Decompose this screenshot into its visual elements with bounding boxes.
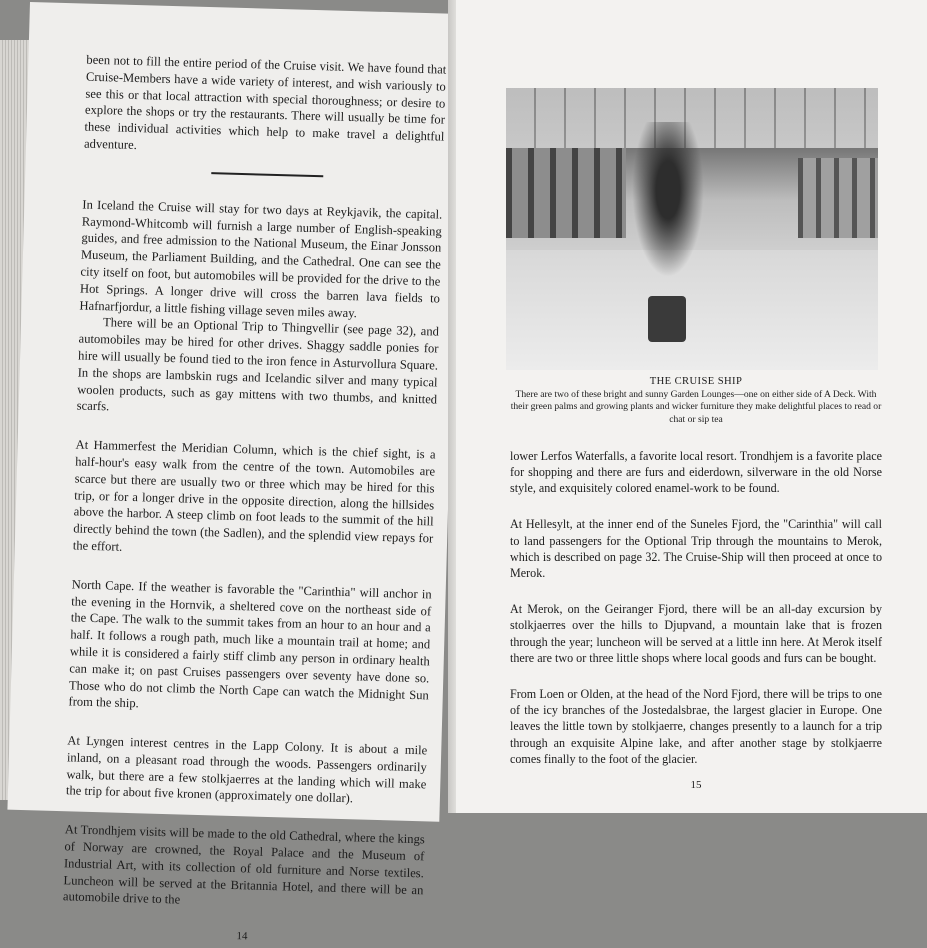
left-page: [7, 2, 461, 943]
left-paragraph-6: At Lyngen interest centres in the Lapp Colony. It is about a mile inland, on a pleasant road through the woods. Passengers ordinarily walk, but there are a few stolkjaerres at the landing which will make the trip for about five kronen (approximately one dollar).: [65, 733, 428, 806]
right-paragraph-2: At Hellesylt, at the inner end of the Suneles Fjord, the "Carinthia" will call to land passengers for the Optional Trip through the mountains to Merok, which is described on page 32. The Cruise-Ship will then proceed at once to Merok.: [510, 517, 882, 581]
left-paragraph-1: been not to fill the entire period of the Cruise visit. We have found that Cruise-Members have a wide variety of interest, and wish variously to see this or that local attraction with special thoroughness; or desire to explore the shops or try the restaurants. There will usually be time for these individual activities which help to make travel a delightful adventure.: [83, 52, 447, 153]
left-page-number: 14: [236, 930, 248, 943]
right-page-number: 15: [690, 779, 702, 792]
lounge-windows-left: [506, 148, 626, 238]
section-divider: [211, 172, 323, 177]
left-paragraph-3: There will be an Optional Trip to Thingvellir (see page 32), and automobiles may be hired for other drives. Shaggy saddle ponies for hire will usually be found tied to the iron fence in Asturvollura Square. In the shops are lambskin rugs and Icelandic silver and many typical woolen products, such as gay mittens with two thumbs, and knitted scarfs.: [76, 315, 440, 414]
left-paragraph-4: At Hammerfest the Meridian Column, which is the chief sight, is a half-hour's easy walk from the centre of the town. Automobiles are scarce but there are usually two or three which may be hired for this trip, or for a longer drive in the opposite direction, along the hillsides above the harbor. A steep climb on foot leads to the summit of the hill directly behind the town (the Sadlen), and the splendid view repays for the effort.: [72, 437, 436, 554]
lounge-windows-right: [798, 158, 878, 238]
palm-pot: [648, 296, 686, 342]
right-page: [456, 0, 927, 813]
right-paragraph-4: From Loen or Olden, at the head of the Nord Fjord, there will be trips to one of the icy branches of the Jostedalsbrae, the largest glacier in Europe. One leaves the little town by stolkjaerre, changes presently to a launch for a trip through an exquisite Alpine lake, and after another stage by stolkjaerre comes finally to the foot of the glacier.: [510, 687, 882, 766]
right-paragraph-3: At Merok, on the Geiranger Fjord, there will be an all-day excursion by stolkjaerres over the hills to Djupvand, a mountain lake that is frozen through the year; luncheon will be served at a little inn here. At Merok itself there are two or three little shops where local goods and furs can be bought.: [510, 602, 882, 665]
caption-title: THE CRUISE SHIP: [649, 376, 743, 387]
left-paragraph-2: In Iceland the Cruise will stay for two days at Reykjavik, the capital. Raymond-Whitcomb will furnish a large number of English-speaking guides, and free admission to the National Museum, the Einar Jonsson Museum, the Parliament Building, and the Cathedral. One can see the city itself on foot, but automobiles will be provided for the drive to the Hot Springs. A longer drive will cross the barren lava fields to Hafnarfjordur, a little fishing village seven miles away.: [79, 197, 443, 320]
palm-plant: [626, 122, 710, 292]
left-paragraph-5: North Cape. If the weather is favorable the "Carinthia" will anchor in the evening in the Hornvik, a sheltered cove on the northeast side of the Cape. The walk to the summit takes from an hour to an hour and a half. It follows a rough path, much like a mountain trail at home; and while it is considered a fairly stiff climb any person in ordinary health can make it; on past Cruises passengers over seventy have done so. Those who do not climb the North Cape can watch the Midnight Sun from the ship.: [68, 577, 432, 711]
caption-text: There are two of these bright and sunny Garden Lounges—one on either side of A Deck. With their green palms and growing plants and wicker furniture they make delightful places to read or chat or sip tea: [510, 389, 882, 425]
left-paragraph-7: At Trondhjem visits will be made to the old Cathedral, where the kings of Norway are crowned, the Royal Palace and the Museum of Industrial Art, with its collection of old furniture and Norse textiles. Luncheon will be served at the Britannia Hotel, and there will be an automobile drive to the: [62, 822, 425, 908]
photo-caption: [510, 376, 882, 426]
cruise-ship-lounge-photo: [506, 88, 878, 370]
right-paragraph-1: lower Lerfos Waterfalls, a favorite local resort. Trondhjem is a favorite place for shopping and there are furs and eiderdown, silverware in the old Norse style, and exquisitely colored enamel-work to be found.: [510, 448, 882, 496]
